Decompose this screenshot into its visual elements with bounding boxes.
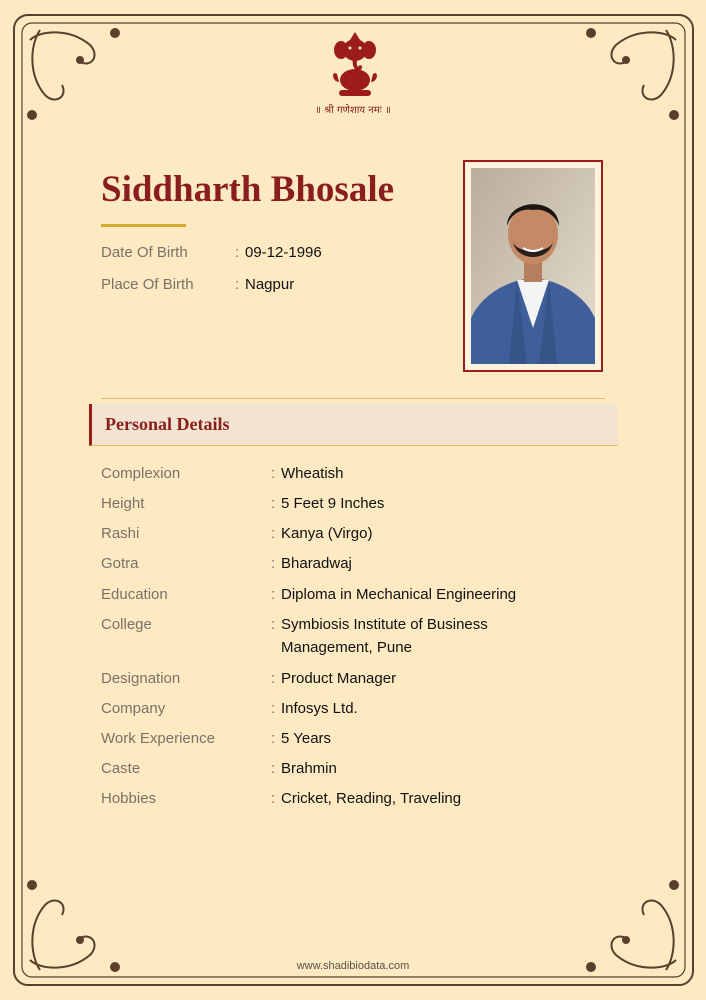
detail-colon: : [271, 670, 276, 687]
detail-value: Cricket, Reading, Traveling [281, 790, 462, 807]
section-divider [101, 398, 605, 399]
detail-label: Designation [101, 670, 181, 687]
detail-label: Complexion [101, 465, 181, 482]
detail-value: Brahmin [281, 760, 337, 777]
detail-label: Caste [101, 760, 141, 777]
detail-colon: : [271, 700, 276, 717]
pob-value: Nagpur [245, 276, 295, 293]
detail-value: Product Manager [281, 670, 397, 687]
person-portrait-icon [471, 168, 595, 364]
detail-colon: : [271, 790, 276, 807]
detail-value: Kanya (Virgo) [281, 525, 373, 542]
detail-value: Bharadwaj [281, 555, 352, 572]
dob-row [101, 244, 461, 266]
profile-name: Siddharth Bhosale [101, 169, 395, 210]
name-underline [101, 224, 186, 227]
footer-website: www.shadibiodata.com [296, 960, 410, 972]
detail-label: Company [101, 700, 166, 717]
ganesha-icon [329, 30, 381, 100]
detail-label: Height [101, 495, 145, 512]
detail-label: Hobbies [101, 790, 157, 807]
detail-colon: : [271, 760, 276, 777]
detail-value: 5 Feet 9 Inches [281, 495, 385, 512]
detail-label: Rashi [101, 525, 140, 542]
detail-label: College [101, 616, 152, 633]
detail-colon: : [271, 555, 276, 572]
pob-row [101, 276, 461, 298]
dob-label: Date Of Birth [101, 244, 188, 261]
dob-value: 09-12-1996 [245, 244, 322, 261]
detail-colon: : [271, 465, 276, 482]
detail-label: Work Experience [101, 730, 215, 747]
detail-label: Education [101, 586, 168, 603]
detail-value: Diploma in Mechanical Engineering [281, 586, 517, 603]
detail-value: Symbiosis Institute of Business Management, Pune [281, 616, 488, 656]
dob-colon: : [235, 244, 240, 261]
pob-label: Place Of Birth [101, 276, 194, 293]
detail-value: 5 Years [281, 730, 332, 747]
detail-label: Gotra [101, 555, 139, 572]
detail-colon: : [271, 730, 276, 747]
pob-colon: : [235, 276, 240, 293]
detail-value: Wheatish [281, 465, 344, 482]
profile-photo [471, 168, 595, 364]
section-title: Personal Details [105, 414, 230, 434]
detail-colon: : [271, 525, 276, 542]
section-header-personal-details [89, 404, 618, 446]
detail-value: Infosys Ltd. [281, 700, 358, 717]
detail-colon: : [271, 586, 276, 603]
detail-colon: : [271, 495, 276, 512]
profile-photo-frame [463, 160, 603, 372]
mantra-text: ॥ श्री गणेशाय नमः ॥ [315, 105, 391, 116]
detail-colon: : [271, 616, 276, 633]
